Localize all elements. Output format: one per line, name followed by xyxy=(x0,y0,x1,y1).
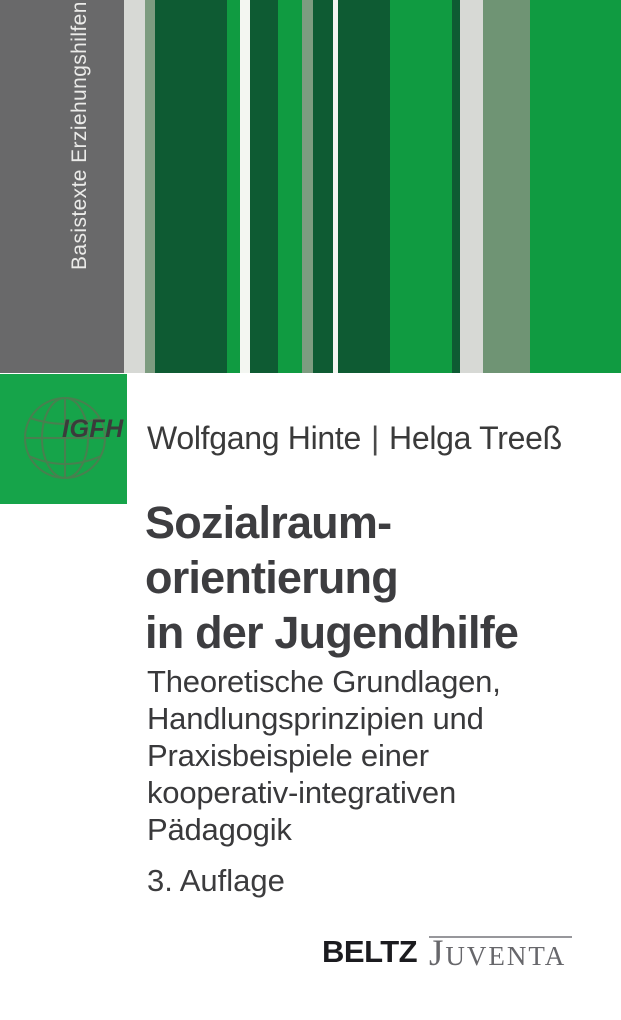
series-label: Basistexte Erziehungshilfen xyxy=(68,1,91,270)
subtitle-line-1: Theoretische Grundlagen, xyxy=(147,664,501,699)
book-subtitle xyxy=(147,663,501,848)
color-stripe xyxy=(278,0,302,373)
author-separator: | xyxy=(371,420,380,456)
subtitle-line-2: Handlungsprinzipien und xyxy=(147,701,484,736)
title-line-3: in der Jugendhilfe xyxy=(145,607,519,658)
title-line-1: Sozialraum- xyxy=(145,497,392,548)
color-stripe xyxy=(452,0,460,373)
color-stripe xyxy=(250,0,278,373)
subtitle-line-3: Praxisbeispiele einer xyxy=(147,738,429,773)
author-line xyxy=(147,420,562,457)
color-stripe xyxy=(124,0,145,373)
publisher-juventa: JUVENTA xyxy=(429,933,567,974)
author-second: Helga Treeß xyxy=(389,420,562,456)
color-stripe xyxy=(313,0,333,373)
color-stripe xyxy=(530,0,621,373)
color-stripe xyxy=(240,0,250,373)
color-stripe xyxy=(155,0,227,373)
subtitle-line-4: kooperativ-integrativen xyxy=(147,775,457,810)
color-stripe xyxy=(483,0,530,373)
series-banner xyxy=(0,0,124,373)
color-stripe xyxy=(145,0,155,373)
title-line-2: orientierung xyxy=(145,552,398,603)
color-stripe xyxy=(302,0,313,373)
author-first: Wolfgang Hinte xyxy=(147,420,362,456)
color-stripe xyxy=(227,0,240,373)
book-title xyxy=(145,495,518,660)
color-stripe xyxy=(338,0,390,373)
igfh-label: IGFH xyxy=(62,415,124,443)
publisher-beltz: BELTZ xyxy=(322,934,418,969)
subtitle-line-5: Pädagogik xyxy=(147,812,292,847)
edition-label: 3. Auflage xyxy=(147,863,285,898)
color-stripe xyxy=(390,0,452,373)
igfh-logo-block xyxy=(0,374,127,504)
color-stripe xyxy=(460,0,483,373)
publisher-juventa-block xyxy=(429,933,572,974)
